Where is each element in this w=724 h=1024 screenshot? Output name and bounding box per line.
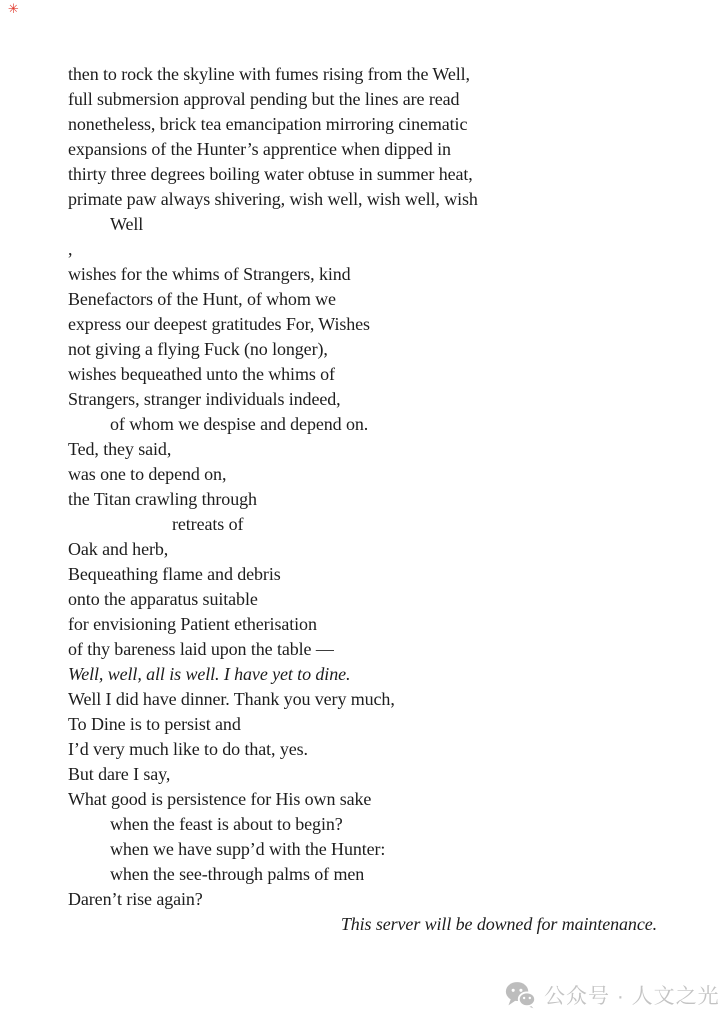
poem-line: when the see-through palms of men <box>110 864 365 884</box>
poem-line: onto the apparatus suitable <box>68 589 258 609</box>
poem-line: expansions of the Hunter’s apprentice when dipped in <box>68 139 451 159</box>
poem <box>68 62 657 937</box>
poem-line: when the feast is about to begin? <box>110 814 343 834</box>
poem-line: This server will be downed for maintenance. <box>340 914 657 934</box>
poem-line: the Titan crawling through <box>68 489 257 509</box>
poem-line: nonetheless, brick tea emancipation mirroring cinematic <box>68 114 468 134</box>
poem-line: What good is persistence for His own sake <box>68 789 372 809</box>
poem-line: Benefactors of the Hunt, of whom we <box>68 289 336 309</box>
poem-line: , <box>68 239 73 259</box>
watermark <box>505 980 720 1010</box>
poem-line: when we have supp’d with the Hunter: <box>110 839 386 859</box>
poem-line: thirty three degrees boiling water obtuse in summer heat, <box>68 164 473 184</box>
red-corner-mark: ✳ <box>8 2 19 17</box>
poem-line: retreats of <box>172 514 244 534</box>
poem-line: then to rock the skyline with fumes rising from the Well, <box>68 64 470 84</box>
poem-line: Bequeathing flame and debris <box>68 564 281 584</box>
poem-line: not giving a flying Fuck (no longer), <box>68 339 328 359</box>
poem-line: But dare I say, <box>68 764 171 784</box>
poem-line: Well, well, all is well. I have yet to dine. <box>68 664 351 684</box>
poem-line: I’d very much like to do that, yes. <box>68 739 308 759</box>
poem-line: Strangers, stranger individuals indeed, <box>68 389 341 409</box>
wechat-icon <box>505 981 536 1009</box>
poem-line: To Dine is to persist and <box>68 714 241 734</box>
poem-line: of thy bareness laid upon the table — <box>68 639 334 659</box>
poem-line: Well I did have dinner. Thank you very much, <box>68 689 395 709</box>
poem-line: Oak and herb, <box>68 539 169 559</box>
poem-line: was one to depend on, <box>68 464 227 484</box>
watermark-text: 公众号 · 人文之光 <box>544 985 720 1008</box>
poem-line: Well <box>110 214 144 234</box>
poem-line: Ted, they said, <box>68 439 172 459</box>
poem-line: full submersion approval pending but the lines are read <box>68 89 460 109</box>
poem-line: wishes bequeathed unto the whims of <box>68 364 335 384</box>
poem-line: primate paw always shivering, wish well, wish well, wish <box>68 189 478 209</box>
poem-line: of whom we despise and depend on. <box>110 414 369 434</box>
poem-line: Daren’t rise again? <box>68 889 203 909</box>
poem-line: express our deepest gratitudes For, Wishes <box>68 314 370 334</box>
poem-line: for envisioning Patient etherisation <box>68 614 317 634</box>
poem-line: wishes for the whims of Strangers, kind <box>68 264 351 284</box>
